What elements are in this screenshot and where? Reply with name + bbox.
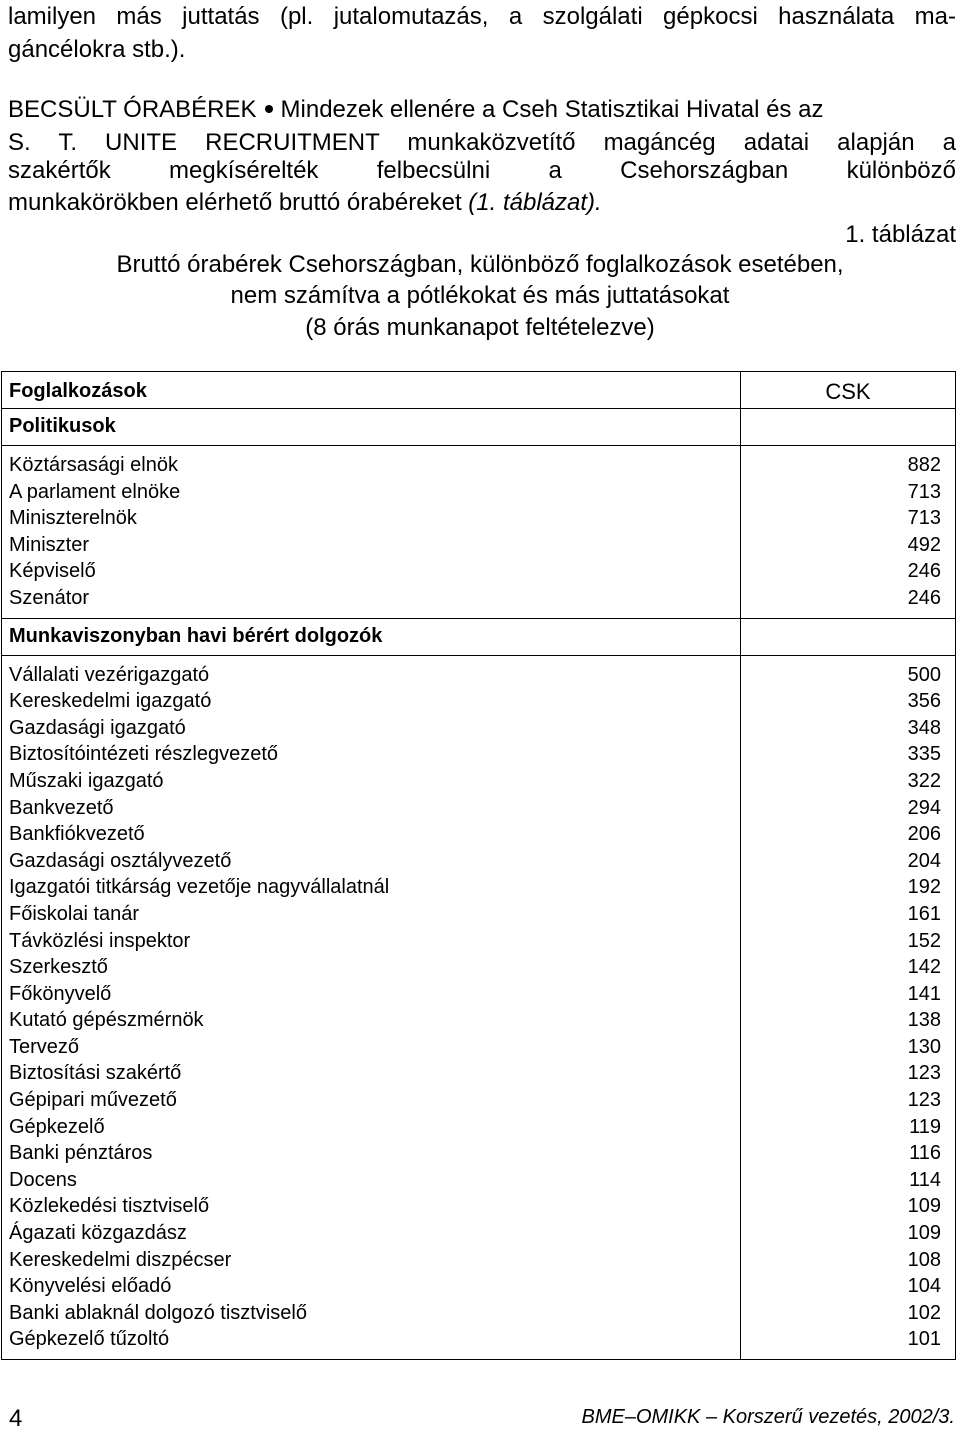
occupation-cell: Gépipari művezető (9, 1089, 177, 1112)
table-header-row (2, 372, 956, 409)
section-line-2: S. T. UNITE RECRUITMENT munkaközvetítő magáncég adatai alapján a (8, 129, 956, 156)
group-rows (2, 655, 956, 1359)
wage-table (1, 371, 956, 1360)
value-list (741, 446, 955, 618)
group-name: Politikusok (9, 415, 116, 437)
section-line-1 (8, 93, 956, 126)
table-label: 1. táblázat (845, 221, 956, 248)
page-number: 4 (9, 1405, 23, 1432)
occupation-list (2, 446, 740, 618)
occupation-cell: Könyvelési előadó (9, 1275, 172, 1298)
group-header-row (2, 409, 956, 446)
value-cell: 348 (907, 716, 941, 739)
occupation-cell: Köztársasági elnök (9, 454, 178, 476)
bullet-icon (265, 105, 273, 113)
value-cell: 104 (907, 1275, 941, 1298)
value-cell: 713 (907, 480, 941, 503)
value-cell: 109 (907, 1222, 941, 1245)
occupation-cell: Biztosítási szakértő (9, 1062, 182, 1085)
section-line-4: munkakörökben elérhető bruttó órabéreket (1. táblázat). (8, 189, 602, 216)
occupation-cell: Tervező (9, 1035, 80, 1058)
intro-line-2: gáncélokra stb.). (8, 36, 186, 63)
occupation-cell: Docens (9, 1168, 77, 1191)
value-cell: 116 (909, 1142, 941, 1165)
value-cell: 713 (907, 507, 941, 530)
occupation-cell: Szerkesztő (9, 956, 108, 979)
occupation-cell: Főkönyvelő (9, 982, 112, 1005)
occupation-cell: Kereskedelmi diszpécser (9, 1248, 232, 1271)
occupation-cell: Gépkezelő (9, 1115, 105, 1138)
value-cell: 108 (907, 1248, 941, 1271)
table-title-1: Bruttó órabérek Csehországban, különböző foglalkozások esetében, (116, 251, 844, 278)
value-cell: 141 (907, 982, 941, 1005)
occupation-cell: Bankvezető (9, 796, 114, 819)
occupation-cell: A parlament elnöke (9, 480, 181, 503)
group-rows (2, 446, 956, 619)
occupation-cell: Műszaki igazgató (9, 769, 164, 792)
occupation-cell: Közlekedési tisztviselő (9, 1195, 210, 1218)
value-cell: 206 (907, 823, 941, 846)
value-cell: 123 (907, 1089, 941, 1112)
value-cell: 142 (907, 956, 941, 979)
occupation-cell: Miniszter (9, 533, 90, 556)
value-cell: 138 (907, 1009, 941, 1032)
occupation-cell: Gazdasági igazgató (9, 716, 186, 739)
value-cell: 322 (907, 769, 941, 792)
value-cell: 294 (907, 796, 941, 819)
intro-line-1: lamilyen más juttatás (pl. jutalomutazás, a szolgálati gépkocsi használata ma- (8, 3, 956, 30)
group-name: Munkaviszonyban havi bérért dolgozók (9, 624, 383, 647)
table-reference: (1. táblázat). (468, 189, 602, 216)
value-cell: 114 (909, 1168, 941, 1191)
occupation-cell: Biztosítóintézeti részlegvezető (9, 743, 279, 766)
occupation-cell: Banki pénztáros (9, 1142, 153, 1165)
occupation-cell: Távközlési inspektor (9, 929, 191, 952)
value-cell: 152 (907, 929, 941, 952)
value-cell: 335 (907, 743, 941, 766)
occupation-cell: Gépkezelő tűzoltó (9, 1328, 170, 1351)
value-cell: 500 (907, 663, 941, 686)
occupation-cell: Banki ablaknál dolgozó tisztviselő (9, 1301, 307, 1324)
occupation-cell: Vállalati vezérigazgató (9, 663, 210, 686)
occupation-cell: Igazgatói titkárság vezetője nagyvállalatnál (9, 876, 390, 899)
value-cell: 882 (907, 454, 941, 476)
value-list (741, 656, 955, 1359)
header-occupation: Foglalkozások (2, 372, 741, 409)
occupation-cell: Képviselő (9, 560, 96, 583)
value-cell: 130 (907, 1035, 941, 1058)
value-cell: 161 (907, 902, 941, 925)
value-cell: 101 (907, 1328, 941, 1351)
occupation-cell: Főiskolai tanár (9, 902, 140, 925)
value-cell: 246 (907, 560, 941, 583)
value-cell: 204 (907, 849, 941, 872)
occupation-cell: Miniszterelnök (9, 507, 137, 530)
occupation-cell: Szenátor (9, 586, 90, 609)
value-cell: 109 (907, 1195, 941, 1218)
occupation-cell: Kereskedelmi igazgató (9, 690, 212, 713)
occupation-cell: Kutató gépészmérnök (9, 1009, 204, 1032)
value-cell: 192 (907, 876, 941, 899)
occupation-list (2, 656, 740, 1359)
value-cell: 356 (907, 690, 941, 713)
table-title-3: (8 órás munkanapot feltételezve) (305, 314, 655, 341)
value-cell: 102 (907, 1301, 941, 1324)
value-cell: 246 (907, 586, 941, 609)
journal-footer: BME–OMIKK – Korszerű vezetés, 2002/3. (581, 1406, 955, 1428)
occupation-cell: Gazdasági osztályvezető (9, 849, 232, 872)
value-cell: 123 (907, 1062, 941, 1085)
section-line-3: szakértők megkísérelték felbecsülni a Csehországban különböző (8, 157, 956, 184)
occupation-cell: Ágazati közgazdász (9, 1222, 187, 1245)
group-header-row (2, 618, 956, 655)
occupation-cell: Bankfiókvezető (9, 823, 145, 846)
value-cell: 492 (907, 533, 941, 556)
table-title-2: nem számítva a pótlékokat és más juttatásokat (230, 282, 730, 309)
value-cell: 119 (909, 1115, 941, 1138)
header-value: CSK (741, 372, 956, 409)
section-heading: BECSÜLT ÓRABÉREK Mindezek ellenére a Cseh Statisztikai Hivatal és az (8, 96, 824, 123)
